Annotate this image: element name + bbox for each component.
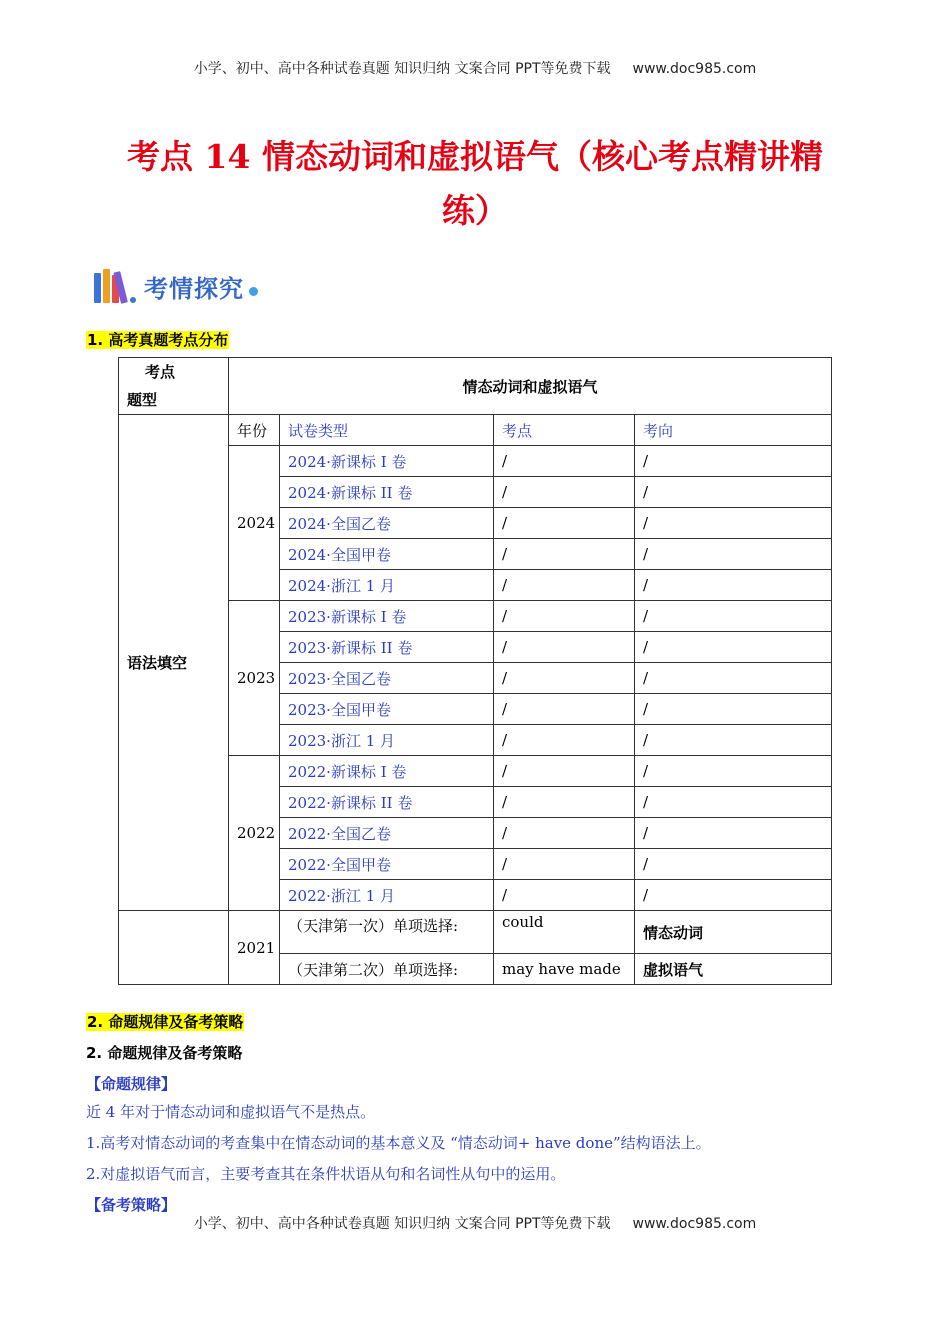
direction-cell: /	[635, 756, 832, 787]
paper-cell: 2022·新课标 II 卷	[280, 787, 494, 818]
books-icon	[94, 269, 138, 303]
paper-cell: 2023·新课标 II 卷	[280, 632, 494, 663]
point-cell: /	[494, 880, 635, 911]
title-line-2: 练）	[442, 191, 508, 230]
point-cell: /	[494, 570, 635, 601]
col-header-direction: 考向	[635, 415, 832, 446]
paper-cell: 2024·浙江 1 月	[280, 570, 494, 601]
paper-cell: 2024·新课标 I 卷	[280, 446, 494, 477]
direction-cell: 情态动词	[635, 911, 832, 954]
point-cell: /	[494, 694, 635, 725]
page-title	[100, 130, 850, 238]
paper-cell: 2022·浙江 1 月	[280, 880, 494, 911]
logo-label: 考情探究	[144, 274, 244, 303]
direction-cell: /	[635, 787, 832, 818]
point-cell: /	[494, 849, 635, 880]
rule-label: 【命题规律】	[86, 1075, 177, 1093]
point-cell: /	[494, 539, 635, 570]
corner-cell: 考点 题型	[119, 358, 229, 415]
direction-cell: /	[635, 849, 832, 880]
direction-cell: /	[635, 818, 832, 849]
paper-cell: 2023·全国甲卷	[280, 694, 494, 725]
direction-cell: /	[635, 880, 832, 911]
paper-cell: 2022·全国甲卷	[280, 849, 494, 880]
rule-paragraph-3: 2.对虚拟语气而言，主要考查其在条件状语从句和名词性从句中的运用。	[86, 1165, 566, 1183]
page-footer	[0, 1213, 950, 1233]
point-cell: /	[494, 601, 635, 632]
direction-cell: /	[635, 477, 832, 508]
point-cell: /	[494, 508, 635, 539]
exam-analysis-logo	[94, 266, 258, 306]
direction-cell: /	[635, 601, 832, 632]
direction-cell: /	[635, 570, 832, 601]
footer-text: 小学、初中、高中各种试卷真题 知识归纳 文案合同 PPT等免费下载	[193, 1216, 611, 1232]
paper-cell: 2022·新课标 I 卷	[280, 756, 494, 787]
year-cell: 2023	[229, 601, 280, 756]
point-cell: could	[494, 911, 635, 954]
point-cell: /	[494, 756, 635, 787]
paper-cell: 2022·全国乙卷	[280, 818, 494, 849]
page-header	[0, 58, 950, 78]
table-subheader-row	[119, 415, 832, 446]
point-cell: /	[494, 632, 635, 663]
main-topic-header: 情态动词和虚拟语气	[229, 358, 832, 415]
point-cell: /	[494, 477, 635, 508]
paper-cell: 2024·新课标 II 卷	[280, 477, 494, 508]
section-2-heading-highlight: 2. 命题规律及备考策略	[87, 1013, 244, 1031]
rule-paragraph-1: 近 4 年对于情态动词和虚拟语气不是热点。	[86, 1103, 376, 1121]
paper-cell: 2023·全国乙卷	[280, 663, 494, 694]
paper-cell: （天津第一次）单项选择:	[280, 911, 494, 954]
year-cell: 2022	[229, 756, 280, 911]
paper-cell: 2023·新课标 I 卷	[280, 601, 494, 632]
paper-cell: 2023·浙江 1 月	[280, 725, 494, 756]
direction-cell: /	[635, 508, 832, 539]
point-cell: /	[494, 787, 635, 818]
paper-cell: （天津第二次）单项选择:	[280, 954, 494, 985]
col-header-paper: 试卷类型	[280, 415, 494, 446]
direction-cell: /	[635, 663, 832, 694]
year-cell: 2021	[229, 911, 280, 985]
point-cell: may have made	[494, 954, 635, 985]
point-cell: /	[494, 725, 635, 756]
table-header-row	[119, 358, 832, 415]
col-header-point: 考点	[494, 415, 635, 446]
title-line-1: 考点 14 情态动词和虚拟语气（核心考点精讲精	[127, 137, 823, 176]
strategy-label: 【备考策略】	[86, 1196, 177, 1214]
point-cell: /	[494, 446, 635, 477]
direction-cell: /	[635, 632, 832, 663]
point-cell: /	[494, 818, 635, 849]
logo-dot	[249, 287, 258, 296]
footer-url[interactable]: www.doc985.com	[632, 1216, 757, 1232]
paper-cell: 2024·全国甲卷	[280, 539, 494, 570]
header-url[interactable]: www.doc985.com	[632, 61, 757, 77]
direction-cell: 虚拟语气	[635, 954, 832, 985]
rule-paragraph-2: 1.高考对情态动词的考查集中在情态动词的基本意义及 “情态动词+ have done”结构语法上。	[86, 1134, 711, 1152]
exam-distribution-table	[118, 357, 832, 985]
section-2-heading: 2. 命题规律及备考策略	[86, 1044, 243, 1062]
header-text: 小学、初中、高中各种试卷真题 知识归纳 文案合同 PPT等免费下载	[193, 61, 611, 77]
direction-cell: /	[635, 694, 832, 725]
question-type-cell: 语法填空	[119, 415, 229, 911]
direction-cell: /	[635, 446, 832, 477]
paper-cell: 2024·全国乙卷	[280, 508, 494, 539]
empty-type-cell	[119, 911, 229, 985]
direction-cell: /	[635, 725, 832, 756]
section-1-heading: 1. 高考真题考点分布	[87, 331, 229, 349]
point-cell: /	[494, 663, 635, 694]
direction-cell: /	[635, 539, 832, 570]
table-row-2021	[119, 911, 832, 954]
year-cell: 2024	[229, 446, 280, 601]
col-header-year: 年份	[229, 415, 280, 446]
